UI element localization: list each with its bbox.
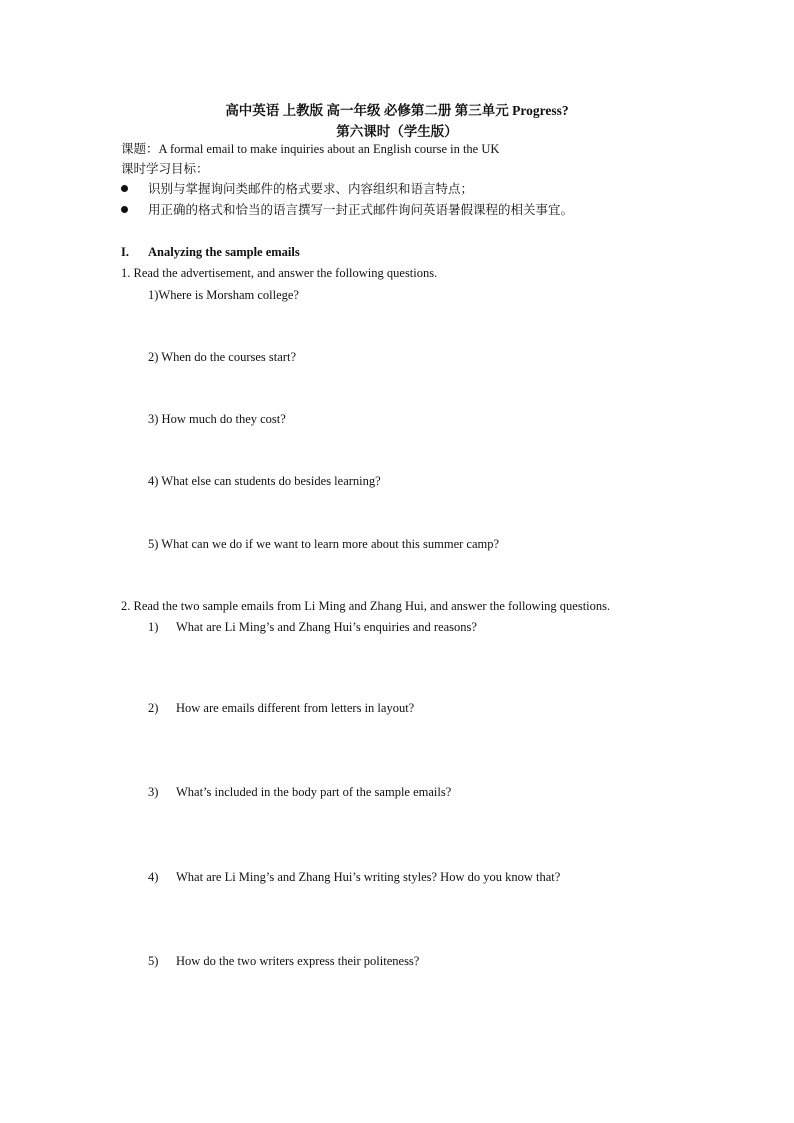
document-title: 高中英语 上教版 高一年级 必修第二册 第三单元 Progress? xyxy=(225,103,569,118)
task2-question: What are Li Ming’s and Zhang Hui’s writing styles? How do you know that? xyxy=(176,870,561,884)
objectives-label: 课时学习目标： xyxy=(121,161,209,176)
task1-question: 4) What else can students do besides learning? xyxy=(148,474,381,488)
task2-instruction: 2. Read the two sample emails from Li Ming and Zhang Hui, and answer the following questions. xyxy=(121,599,611,613)
task2-question-number: 4) xyxy=(148,870,159,884)
task2-question: How are emails different from letters in layout? xyxy=(176,701,415,715)
task1-instruction: 1. Read the advertisement, and answer the following questions. xyxy=(121,266,438,280)
topic-line xyxy=(121,140,499,158)
topic-text: A formal email to make inquiries about an English course in the UK xyxy=(158,142,500,156)
bullet-icon xyxy=(121,185,128,192)
task1-question: 2) When do the courses start? xyxy=(148,350,296,364)
task2-question: How do the two writers express their politeness? xyxy=(176,954,420,968)
task1-question: 3) How much do they cost? xyxy=(148,412,286,426)
topic-label: 课题： xyxy=(121,141,159,156)
task1-question: 1)Where is Morsham college? xyxy=(148,288,299,302)
document-subtitle: 第六课时（学生版） xyxy=(336,124,458,139)
task2-question: What’s included in the body part of the sample emails? xyxy=(176,785,452,799)
objective-item: 识别与掌握询问类邮件的格式要求、内容组织和语言特点； xyxy=(148,181,474,196)
task2-question-number: 5) xyxy=(148,954,159,968)
bullet-icon xyxy=(121,206,128,213)
task2-question-number: 3) xyxy=(148,785,159,799)
task2-question-number: 1) xyxy=(148,620,159,634)
objective-item: 用正确的格式和恰当的语言撰写一封正式邮件询问英语暑假课程的相关事宜。 xyxy=(148,202,574,217)
task2-question-number: 2) xyxy=(148,701,159,715)
task2-question: What are Li Ming’s and Zhang Hui’s enquiries and reasons? xyxy=(176,620,477,634)
section-title: Analyzing the sample emails xyxy=(148,245,300,259)
section-number: I. xyxy=(121,245,129,259)
task1-question: 5) What can we do if we want to learn more about this summer camp? xyxy=(148,537,500,551)
